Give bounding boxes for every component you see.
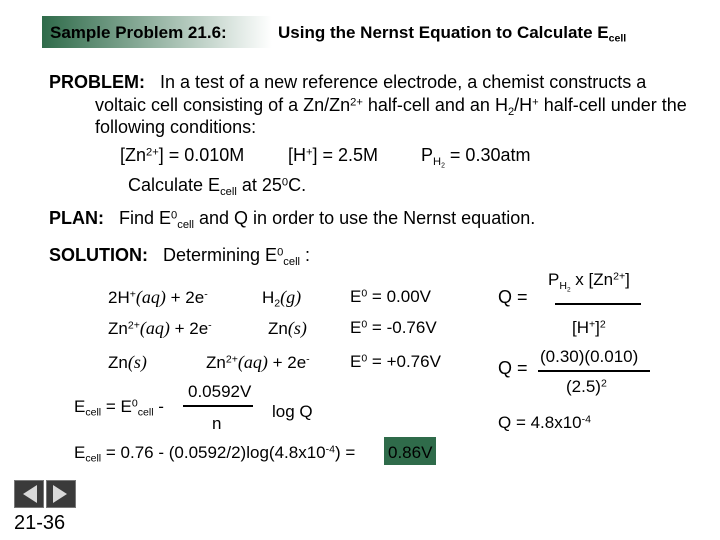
q-value-denominator: $(2.5)^2$ [566,377,607,396]
nav-back-button[interactable] [14,480,44,508]
nernst-numerator: 0.0592V [188,382,252,401]
q-fraction-line [555,303,641,305]
nav-back-icon [15,481,43,507]
problem-line-2: voltaic cell consisting of a $Zn/Zn^{2+}$ half-cell and an $H_2/H^+$ half-cell under the [95,95,687,118]
slide-title: Using the Nernst Equation to Calculate $E_{cell}$ [278,23,627,45]
problem-line-3: following conditions: [95,117,257,137]
q-label: Q = [498,287,528,307]
reaction-3-reactants: Zn(s) [108,352,147,372]
reaction-3-potential: $E^0 = +0.76V$ [350,352,441,371]
calculate-line: Calculate $E_{cell}$ at $25^0C$. [128,175,307,198]
final-calculation: $E_{cell} = 0.76 - (0.0592/2)\log(4.8x10^{-4})$ = [74,443,356,465]
zn-concentration: $[Zn^{2+}] = 0.010M$ [120,145,245,165]
nav-forward-icon [47,481,75,507]
nernst-log-q: log Q [272,402,313,421]
reaction-1-reactants: 2H+(aq) + 2e- [108,287,208,307]
h2-pressure: $P_{H_2} = 0.30atm$ [421,145,531,170]
problem-line-1: PROBLEM: In a test of a new reference electrode, a chemist constructs a [49,72,647,92]
q-value-numerator: (0.30)(0.010) [540,347,639,366]
q-result: $Q = 4.8x10^{-4}$ [498,413,592,432]
reaction-1-products: $H_2(g)$ [262,287,302,310]
sample-problem-label: Sample Problem 21.6: [50,23,227,42]
reaction-2-reactants: $Zn^{2+}(aq) + 2e^-$ [108,318,212,338]
h-concentration: [H+] = 2.5M [288,145,379,165]
nernst-fraction-line [183,405,253,407]
q-value-label: Q = [498,358,528,378]
reaction-2-potential: $E^0 = -0.76V$ [350,318,437,337]
q-numerator: $P_{H_2}$ x $[Zn^{2+}]$ [548,270,630,293]
nernst-denominator: n [212,414,222,433]
slide-number: 21-36 [14,512,66,534]
plan-line: PLAN: Find $E^0_{cell}$ and Q in order to use the Nernst equation. [49,208,536,231]
q-value-fraction-line [538,370,650,372]
solution-line: SOLUTION: Determining $E^0_{cell}$ : [49,245,311,268]
reaction-1-potential: $E^0 = 0.00V$ [350,287,432,306]
nernst-lhs: $E_{cell} = E^0_{cell}$ - [74,397,164,419]
reaction-3-products: $Zn^{2+}(aq) + 2e^-$ [206,352,310,372]
final-answer: 0.86V [388,443,433,462]
reaction-2-products: Zn(s) [268,318,307,338]
nav-forward-button[interactable] [46,480,76,508]
q-denominator: $[H^+]^2$ [572,318,606,337]
